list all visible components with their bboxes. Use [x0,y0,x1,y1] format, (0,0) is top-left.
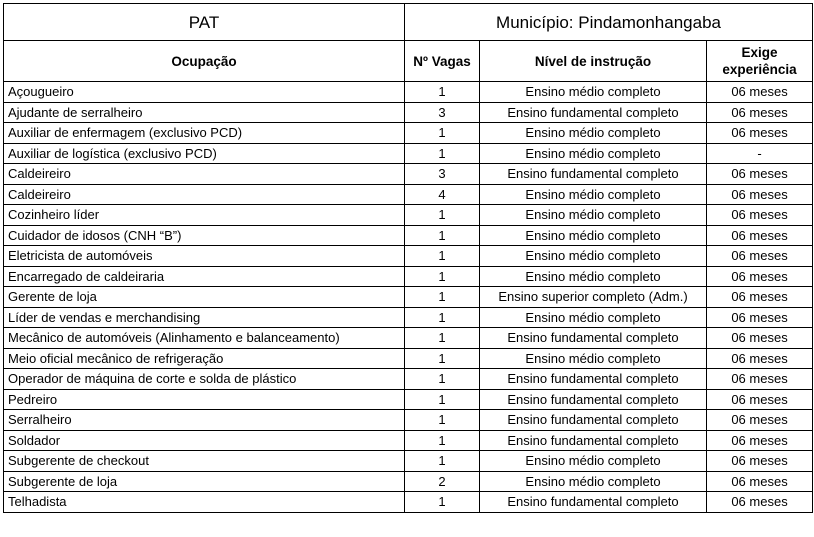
experience-cell: 06 meses [707,471,813,492]
vacancies-cell: 1 [405,348,480,369]
occupation-cell: Meio oficial mecânico de refrigeração [4,348,405,369]
experience-cell: 06 meses [707,348,813,369]
occupation-cell: Eletricista de automóveis [4,246,405,267]
occupation-cell: Cozinheiro líder [4,205,405,226]
occupation-cell: Gerente de loja [4,287,405,308]
table-row [4,369,813,390]
table-row [4,205,813,226]
experience-cell: 06 meses [707,451,813,472]
vacancies-cell: 1 [405,369,480,390]
vacancies-cell: 1 [405,123,480,144]
occupation-cell: Ajudante de serralheiro [4,102,405,123]
experience-cell: 06 meses [707,369,813,390]
vacancies-cell: 1 [405,82,480,103]
col-experience-header: Exige experiência [707,41,813,82]
occupation-cell: Auxiliar de logística (exclusivo PCD) [4,143,405,164]
vacancies-cell: 1 [405,266,480,287]
table-row [4,184,813,205]
table-row [4,225,813,246]
occupation-cell: Líder de vendas e merchandising [4,307,405,328]
education-cell: Ensino médio completo [480,266,707,287]
experience-cell: 06 meses [707,328,813,349]
experience-cell: 06 meses [707,492,813,513]
experience-cell: 06 meses [707,164,813,185]
vacancies-cell: 3 [405,102,480,123]
vacancies-cell: 1 [405,328,480,349]
pat-title: PAT [4,4,405,41]
education-cell: Ensino fundamental completo [480,430,707,451]
municipality-title: Município: Pindamonhangaba [405,4,813,41]
vacancies-cell: 4 [405,184,480,205]
education-cell: Ensino médio completo [480,246,707,267]
experience-cell: 06 meses [707,307,813,328]
column-header-row [4,41,813,82]
occupation-cell: Mecânico de automóveis (Alinhamento e balanceamento) [4,328,405,349]
col-education-header: Nível de instrução [480,41,707,82]
vacancies-cell: 2 [405,471,480,492]
experience-cell: 06 meses [707,410,813,431]
table-row [4,328,813,349]
experience-cell: - [707,143,813,164]
education-cell: Ensino fundamental completo [480,328,707,349]
vacancies-cell: 1 [405,225,480,246]
vacancies-cell: 1 [405,451,480,472]
vacancies-cell: 1 [405,430,480,451]
experience-cell: 06 meses [707,246,813,267]
experience-cell: 06 meses [707,287,813,308]
occupation-cell: Subgerente de checkout [4,451,405,472]
occupation-cell: Cuidador de idosos (CNH “B”) [4,225,405,246]
occupation-cell: Soldador [4,430,405,451]
education-cell: Ensino médio completo [480,348,707,369]
table-row [4,389,813,410]
table-row [4,430,813,451]
education-cell: Ensino médio completo [480,205,707,226]
table-row [4,410,813,431]
occupation-cell: Açougueiro [4,82,405,103]
table-row [4,307,813,328]
col-vacancies-header: Nº Vagas [405,41,480,82]
experience-cell: 06 meses [707,102,813,123]
education-cell: Ensino médio completo [480,123,707,144]
experience-cell: 06 meses [707,184,813,205]
vacancies-cell: 1 [405,287,480,308]
education-cell: Ensino fundamental completo [480,102,707,123]
education-cell: Ensino médio completo [480,451,707,472]
table-body [4,82,813,513]
experience-cell: 06 meses [707,205,813,226]
occupation-cell: Operador de máquina de corte e solda de plástico [4,369,405,390]
table-row [4,471,813,492]
experience-cell: 06 meses [707,82,813,103]
education-cell: Ensino fundamental completo [480,389,707,410]
education-cell: Ensino médio completo [480,184,707,205]
occupation-cell: Caldeireiro [4,164,405,185]
vacancies-cell: 1 [405,410,480,431]
education-cell: Ensino fundamental completo [480,410,707,431]
occupation-cell: Caldeireiro [4,184,405,205]
occupation-cell: Serralheiro [4,410,405,431]
experience-cell: 06 meses [707,123,813,144]
education-cell: Ensino fundamental completo [480,369,707,390]
table-row [4,348,813,369]
vacancies-cell: 1 [405,143,480,164]
table-row [4,82,813,103]
table-row [4,164,813,185]
education-cell: Ensino médio completo [480,225,707,246]
table-row [4,143,813,164]
vacancies-cell: 1 [405,205,480,226]
education-cell: Ensino médio completo [480,471,707,492]
occupation-cell: Pedreiro [4,389,405,410]
title-row [4,4,813,41]
education-cell: Ensino fundamental completo [480,492,707,513]
vacancies-cell: 1 [405,389,480,410]
table-row [4,102,813,123]
occupation-cell: Auxiliar de enfermagem (exclusivo PCD) [4,123,405,144]
occupation-cell: Telhadista [4,492,405,513]
table-row [4,123,813,144]
table-row [4,246,813,267]
table-row [4,492,813,513]
experience-cell: 06 meses [707,266,813,287]
education-cell: Ensino fundamental completo [480,164,707,185]
table-row [4,287,813,308]
job-vacancies-table [3,3,813,513]
experience-cell: 06 meses [707,430,813,451]
table-row [4,266,813,287]
occupation-cell: Subgerente de loja [4,471,405,492]
occupation-cell: Encarregado de caldeiraria [4,266,405,287]
education-cell: Ensino médio completo [480,307,707,328]
experience-cell: 06 meses [707,389,813,410]
education-cell: Ensino médio completo [480,143,707,164]
experience-cell: 06 meses [707,225,813,246]
education-cell: Ensino médio completo [480,82,707,103]
education-cell: Ensino superior completo (Adm.) [480,287,707,308]
vacancies-cell: 3 [405,164,480,185]
col-occupation-header: Ocupação [4,41,405,82]
vacancies-cell: 1 [405,307,480,328]
vacancies-cell: 1 [405,492,480,513]
vacancies-cell: 1 [405,246,480,267]
table-row [4,451,813,472]
